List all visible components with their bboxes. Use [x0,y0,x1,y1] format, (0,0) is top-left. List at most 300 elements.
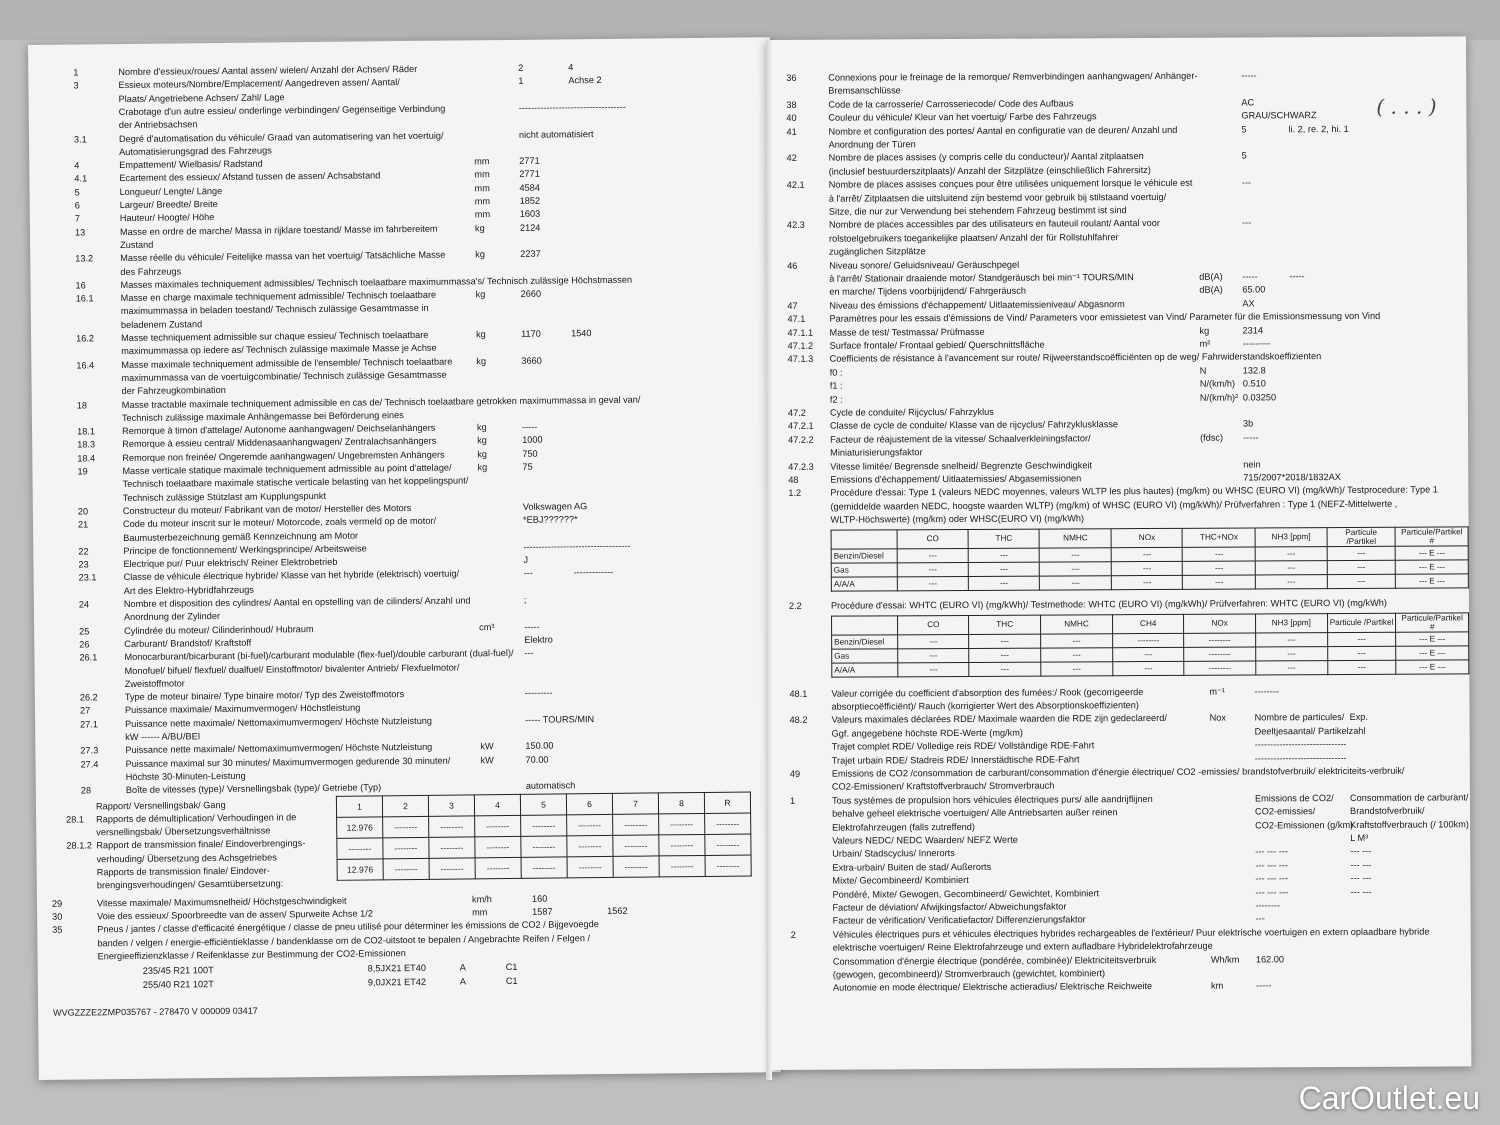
tyre-size: 235/45 R21 100T [142,965,214,976]
document-footer: WVGZZZE2ZMP035767 - 278470 V 000009 03417 [53,1005,258,1018]
emis-header-cell: THC [969,615,1041,634]
item-unit: mm [474,169,490,180]
item-value: 3b [1242,418,1254,429]
item-value: Nombre de particules/ [1254,712,1345,723]
document-page-left [28,37,781,1080]
item-number: 16.2 [76,333,95,344]
item-value: --- [1241,217,1252,228]
item-number: 27 [79,705,91,716]
tyre-rim: 8,5JX21 ET40 [367,962,426,974]
item-number: 46 [787,260,798,271]
item-text: Automatisierungsgrad des Fahrzeugs [119,145,272,157]
right-row [768,390,1468,405]
emis-cell: --- [897,548,968,562]
item-unit: Nox [1209,712,1226,724]
item-text: Couleur du véhicule/ Kleur van het voertuig/ Farbe des Fahrzeugs [828,111,1097,123]
item-text: Nombre et configuration des portes/ Aantal en configuratie van de deuren/ Anzahl und [828,124,1178,137]
item-value-2: Achse 2 [568,75,602,86]
gear-cell: -------- [521,814,567,835]
gear-cell: -------- [659,813,705,834]
emis-header-cell: THC [968,529,1039,548]
item-unit: cm³ [479,621,495,632]
item-text: Facteur de déviation/ Afwijkingsfactor/ Abweichungsfaktor [832,901,1067,913]
gear-cell: -------- [705,812,751,833]
item-value: 1000 [522,435,543,446]
right-row [768,377,1468,391]
emis-header-cell: Particule /Partikel [1327,613,1396,632]
gear-cell: -------- [705,833,751,854]
item-text: des Fahrzeugs [120,265,182,277]
item-number: 23.1 [78,572,97,583]
item-text: maximummassa in beladen toestand/ Technisch zulässige Gesamtmasse in [120,303,429,317]
item-text: Procédure d'essai: WHTC (EURO VI) (mg/kWh)/ Testmethode: WHTC (EURO VI) (mg/kWh)/ Prüfverfahren: WHTC (EURO VI) (mg/kWh) [830,597,1387,611]
item-unit: kg [1199,325,1210,336]
item-number: 18.1 [76,426,95,437]
emis-cell: --- E --- [1396,573,1469,587]
emis-cell: --- [897,562,968,576]
emis-cell: --- [1327,560,1396,574]
item-value: --- [523,568,533,579]
item-text: Elektrofahrzeugen (falls zutreffend) [832,821,975,833]
item-value: AC [1241,97,1255,108]
gear-cell: -------- [475,815,521,836]
item-text: Zustand [120,239,154,250]
item-value: nein [1243,459,1261,470]
item-number: 28.1 [66,814,85,825]
emis-cell: --- [969,634,1041,648]
item-number: 27.1 [80,718,99,730]
item-value: 1852 [519,195,541,206]
item-number: 23 [78,559,89,570]
item-value: ----- [1241,70,1257,81]
right-row [766,68,1466,83]
item-value-2: 1540 [570,328,592,339]
emis-header-cell: NOx [1184,614,1256,633]
item-value: 65.00 [1242,284,1266,295]
item-text: Technisch zulässige Stützlast am Kupplungspunkt [122,490,327,503]
item-value-2: --- --- [1350,846,1372,857]
item-text: Boîte de vitesses (type)/ Versnellingsbak (type)/ Getriebe (Typ) [125,782,382,796]
emis-cell: Gas [831,562,897,576]
emis-header-cell: NMHC [1040,614,1112,633]
tyre-class: A [459,962,466,973]
item-unit: mm [474,209,491,220]
emis-cell: --- E --- [1396,559,1469,573]
item-number: 16 [75,280,86,291]
item-text: WLTP-Höchswerte) (mg/km) oder WHSC(EURO VI) (mg/kWh) [830,513,1085,525]
emis-cell: --- [898,648,969,662]
item-text: Consommation d'énergie électrique (pondérée, combinée)/ Elektriciteitsverbruik [832,954,1157,967]
item-text: Vitesse limitée/ Begrensde snelheid/ Begrenzte Geschwindigkeit [830,459,1093,472]
item-text: Constructeur du moteur/ Fabrikant van de motor/ Hersteller des Motors [122,502,412,516]
item-value: 3660 [521,355,542,366]
item-text: Vitesse maximale/ Maximumsnelheid/ Höchstgeschwindigkeit [96,895,347,908]
item-text: Energieeffizienzklasse / Reifenklasse zur Bestimmung der CO2-Emissionen [97,947,406,962]
item-number: 47.2.2 [788,434,814,445]
gear-cell: -------- [429,815,475,836]
item-number: 48.2 [789,715,808,726]
emis-cell: --- [968,548,1039,562]
item-value: Emissions de CO2/ [1254,792,1334,804]
item-text: Emissions d'échappement/ Uitlaatemissies/ Abgasemissionen [830,473,1082,485]
item-number: 27.3 [80,745,99,756]
watermark-logo: CarOutlet.eu [1298,1080,1480,1116]
item-value: 2237 [520,248,541,260]
right2-row [769,684,1469,699]
emis-cell: --- [1327,646,1396,660]
page-fold [766,40,772,1080]
item-value: ----- [1255,980,1272,991]
item-number: 47.2.3 [788,461,814,472]
item-text: Tous systèmes de propulsion hors véhicules électriques purs/ alle aandrijflijnen [831,793,1153,806]
item-text: maximummassa op iedere as/ Technisch zulässige maximale Masse je Achse [121,343,437,357]
item-unit: kg [477,435,487,446]
item-text: Surface frontale/ Frontaal gebied/ Querschnittsfläche [829,339,1045,351]
item-value-2: --- --- [1350,873,1372,884]
emis-cell: --- [1041,647,1113,661]
item-number: 7 [74,213,80,224]
item-number: 26.2 [79,692,98,703]
item-text: Rapport de transmission finale/ Eindoverbrengings- [96,838,306,851]
item-number: 1 [789,795,796,806]
item-number: 29 [51,898,63,909]
item-value: 5 [1241,124,1247,135]
emis-cell: --- E --- [1396,545,1469,559]
item-value: 1587 [532,906,553,917]
item-text: zugänglichen Sitzplätze [829,246,926,257]
item-text: Remorque à timon d'attelage/ Autonome aanhangwagen/ Deichselanhängers [121,422,436,437]
item-unit: N [1199,365,1207,376]
gear-cell: -------- [567,835,613,856]
item-value: 2771 [519,169,540,180]
item-text: Remorque à essieu central/ Middenasaanhangwagen/ Zentralachsanhängers [122,436,437,450]
item-text: Nombre et disposition des cylindres/ Aantal en opstelling van de cilinders/ Anzahl und [123,595,471,610]
item-number: 19 [77,466,88,477]
item-text: Rapports de démultiplication/ Verhoudingen in de [96,812,297,825]
item-unit: kg [477,462,488,473]
emis-cell: --- [1327,574,1396,588]
item-text: Classe de véhicule électrique hybride/ Klasse van het hybride (elektrisch) voertuig/ [123,568,460,583]
item-unit: km [1210,981,1224,992]
item-text: Niveau sonore/ Geluidsniveau/ Geräuschpegel [829,259,1020,271]
item-text: Valeurs maximales déclarées RDE/ Maximale waarden die RDE zijn gedeclareerd/ [831,713,1167,726]
item-text: Facteur de vérification/ Verificatiefactor/ Differenzierungsfaktor [832,914,1086,927]
emis-header-cell: NH3 [ppm] [1255,613,1327,632]
item-unit: N/(km/h) [1199,378,1236,389]
tyre-c: C1 [505,976,518,987]
item-text: maximummassa van de voertuigcombinatie/ Technisch zulässige Gesamtmasse [121,369,447,383]
item-text: Anordnung der Türen [828,139,916,150]
item-text: (gemiddelde waarden NEDC, hoogste waarden WLTP) (mg/km) of WHSC (EURO VI) (mg/kWh)/ Prüfverfahren : Type 1 (NEFZ-Mittelwerte , [830,498,1398,512]
item-value: --- [1255,913,1265,924]
emis-header-cell [831,529,897,548]
item-text: CO2-Emissionen/ Kraftstoffverbrauch/ Stromverbrauch [831,780,1055,793]
background-top [0,0,1500,40]
item-text: (inclusief bestuurderszitplaats)/ Anzahl der Sitzplätze (einschließlich Fahrersitz) [828,164,1151,177]
item-number: 18.4 [77,453,96,464]
gear-cell: -------- [613,813,659,834]
gear-header-cell: R [704,791,750,812]
emis-cell: Gas [832,648,898,662]
item-text: f1 : [829,380,843,391]
item-number: 4 [74,160,80,171]
emis-header-cell: Particule/Partikel # [1396,612,1469,631]
item-text: à l'arrêt/ Zitplaatsen die uitsluitend zijn bestemd voor gebruik bij stilstaand voertuig/ [828,191,1167,204]
item-text: Essieux moteurs/Nombre/Emplacement/ Aangedreven assen/ Aantal/ [118,77,400,91]
emis-cell: --- E --- [1396,631,1469,645]
item-text: Zweistoffmotor [124,678,185,689]
gear-header-cell: 6 [566,793,612,814]
gear-header-cell: 3 [428,794,474,815]
item-number: 28 [80,785,92,796]
rev-label: ----- TOURS/MIN [525,713,595,725]
item-value: --- --- --- [1255,886,1289,898]
emis-cell: --- E --- [1396,645,1469,659]
item-number: 16.1 [75,293,94,304]
item-unit: N/(km/h)² [1199,392,1239,403]
item-number: 2 [790,929,796,940]
item-number: 47.1.1 [787,327,814,338]
gear-ratio-table [336,791,752,880]
emis-cell: Benzin/Diesel [832,634,898,648]
item-text: Masse maximale techniquement admissible de l'ensemble/ Technisch toelaatbare [121,356,453,370]
item-text: Remorque non freinée/ Ongeremde aanhangwagen/ Ungebremsten Anhängers [122,449,445,463]
item-text: Largeur/ Breedte/ Breite [119,199,218,211]
item-value: 70.00 [525,754,549,765]
item-text: Masse en ordre de marche/ Massa in rijklare toestand/ Masse im fahrbereitem [119,223,438,237]
item-number: 3.1 [73,133,87,145]
item-value: ----------------------------------- [523,540,631,552]
emis-cell: -------- [1184,633,1256,647]
item-number: 16.4 [76,359,95,371]
item-value: 1603 [519,208,541,220]
gear-cell: -------- [659,834,705,855]
emis-cell: --- [1256,574,1328,588]
item-text: rolstoelgebruikers toegankelijke plaatsen/ Anzahl der für Rollstuhlfahrer [829,231,1119,244]
item-number: 1.2 [788,488,802,499]
item-text: (gewogen, gecombineerd)/ Stromverbrauch (gewichtet, kombiniert) [832,968,1106,980]
gear-header-cell: 2 [382,795,428,816]
item-text: Electrique pur/ Puur elektrisch/ Reiner Elektrobetrieb [123,556,338,570]
emis-cell: --- [1183,547,1256,561]
item-value: 162.00 [1255,953,1284,965]
item-value: 75 [522,461,533,472]
item-text: Classe de cycle de conduite/ Klasse van de rijcyclus/ Fahrzyklusklasse [829,419,1119,432]
item-text: Masse en charge maximale techniquement admissible/ Technisch toelaatbare [120,289,437,304]
emis-cell: --- [1041,633,1113,647]
item-text: f0 : [829,367,843,378]
item-text: behalve geheel elektrische voertuigen/ Alle Antriebsarten außer reinen [832,807,1118,819]
item-text: Ggf. angegebene höchste RDE-Werte (mg/km) [831,727,1023,739]
item-number: 48 [788,474,799,485]
item-number: 2.2 [788,600,802,611]
item-value: 160 [531,893,548,904]
item-value: AX [1242,298,1255,309]
item-number: 21 [77,519,89,530]
emis-cell: A/A/A [831,576,897,590]
item-value: J [523,554,529,565]
item-text: Technisch toelaatbare maximale statische verticale belasting van het koppelingspunt/ [122,475,469,490]
item-number: 22 [78,546,89,557]
item-text: Plaats/ Angetriebene Achsen/ Zahl/ Lage [118,91,285,104]
gear-cell: -------- [337,837,383,858]
item-number: 5 [74,187,80,198]
item-number: 42.1 [786,179,805,191]
item-value: Elektro [524,634,553,645]
item-value: --- --- --- [1255,860,1289,871]
emis-cell: --- [1040,575,1112,589]
item-unit: mm [472,907,488,918]
item-text: Sitze, die nur zur Verwendung bei stehendem Fahrzeug bestimmt ist sind [828,205,1127,217]
item-text: Trajet complet RDE/ Volledige reis RDE/ Vollständige RDE-Fahrt [831,740,1095,752]
item-number: 18.3 [77,439,96,450]
emis-cell: --- [968,562,1039,576]
item-value: 2771 [519,155,540,166]
item-number: 42.3 [786,220,805,231]
item-text: Monofuel/ bifuel/ flexfuel/ dualfuel/ Einstoffmotor/ bivalenter Antrieb/ Flexfuelmotor/ [124,662,460,676]
item-text: verhouding/ Übersetzung des Achsgetriebes [96,852,277,865]
emis-row [831,573,1468,590]
item-number: 13 [74,227,86,238]
emis-cell: --- [1112,575,1183,589]
item-text: Code du moteur inscrit sur le moteur/ Motorcode, zoals vermeld op de motor/ [122,515,437,530]
item-value: 0.03250 [1242,391,1277,403]
item-value: 2314 [1242,324,1264,336]
item-text: Trajet urbain RDE/ Stadreis RDE/ Innerstädtische RDE-Fahrt [831,753,1080,766]
left-row [28,59,770,78]
tyre-rim: 9,0JX21 ET42 [367,976,427,988]
emis-cell: --- E --- [1396,659,1469,673]
emis-cell: --- [1113,661,1185,675]
item-value-2: 4 [568,62,574,73]
item-value: 132.8 [1242,365,1266,376]
item-value: ------------------------------ [1254,739,1347,750]
emis-cell: --- [898,662,969,676]
item-text: Monocarburant/bicarburant (bi-fuel)/carburant modulable (flex-fuel)/double carburant (dual-fuel)/ [124,648,514,663]
right-row [768,403,1468,418]
item-unit: dB(A) [1199,285,1223,296]
item-value-2: ------------- [573,567,614,578]
emis-header-cell: NMHC [1039,528,1111,547]
item-number: 20 [77,506,89,517]
item-number: 28.1.2 [66,840,92,852]
item-text: Valeurs NEDC/ NEDC Waarden/ NEFZ Werte [832,834,1018,846]
gear-cell: -------- [383,837,429,858]
item-text: Anordnung der Zylinder [123,611,221,623]
item-number: 26.1 [79,652,98,663]
emis-cell: A/A/A [832,662,898,676]
item-value: Deeltjesaantal/ Partikelzahl [1254,725,1366,737]
emis-cell: --- [1183,561,1256,575]
item-value: ; [523,594,527,605]
gear-cell: -------- [429,857,475,878]
item-value: GRAU/SCHWARZ [1241,110,1317,121]
item-value: automatisch [525,780,576,792]
item-value: 1 [518,76,524,87]
item-value-2: Exp. [1349,712,1368,723]
gear-cell: -------- [383,858,429,879]
item-text: Voie des essieux/ Spoorbreedte van de assen/ Spurweite Achse 1/2 [97,908,373,922]
item-text: Coefficients de résistance à l'avancement sur route/ Rijweerstandscoëfficiënten op de weg/ Fahrwiderstandskoeffizienten [829,351,1322,365]
item-value: --- [1241,177,1251,188]
gear-cell: -------- [521,856,567,877]
item-value-2: Kraftstoffverbrauch (/ 100km) [1350,818,1469,830]
item-text: Procédure d'essai: Type 1 (valeurs NEDC moyennes, valeurs WLTP les plus hautes) (mg/km) ou WHSC (EURO VI) (mg/kWh)/ Testprocedure: Type 1 [830,484,1438,499]
item-value: 5 [1241,150,1247,161]
tyre-class: A [459,976,467,987]
item-text: Principe de fonctionnement/ Werkingsprincipe/ Arbeitsweise [123,543,367,556]
item-value: CO2-emissies/ [1255,806,1316,817]
item-text: Pondéré, Mixte/ Gewogen, Gecombineerd/ Gewichtet, Kombiniert [832,887,1100,900]
item-text: Puissance nette maximale/ Nettomaximumvermogen/ Höchste Nutzleistung [125,715,433,729]
item-number: 47.1.2 [787,340,814,351]
emis-cell: --- [1327,546,1396,560]
item-text: elektrische voertuigen/ Reine Elektrofahrzeuge und extern aufladbare Hybridelektrofahrzeuge [832,940,1213,953]
emis-cell: --- [1183,575,1256,589]
emis-cell: --- [969,648,1041,662]
item-unit: kg [477,448,488,460]
gear-row [337,854,751,879]
item-number: 47.1 [787,313,806,325]
item-text: Type de moteur binaire/ Type binaire motor/ Typ des Zweistoffmotors [124,689,405,703]
item-unit: kW [480,754,494,765]
item-unit: km/h [471,893,492,904]
item-text: Crabotage d'un autre essieu/ onderlinge verbindingen/ Gegenseitige Verbindung [118,103,446,117]
emis-cell: --- [897,576,968,590]
item-text: Cycle de conduite/ Rijcyclus/ Fahrzyklus [829,406,994,418]
item-unit: m⁻¹ [1209,686,1226,697]
item-unit: (fdsc) [1200,432,1224,443]
emis-cell: --- [1255,560,1327,574]
item-value: --- [524,647,534,659]
item-value: --------- [1242,338,1271,349]
emis-cell: -------- [1184,661,1256,675]
item-number: 27.4 [80,758,99,770]
tyre-size: 255/40 R21 102T [142,979,214,990]
emis-cell: --- [1327,660,1396,674]
item-value: ----- [1242,271,1258,282]
item-text: Masse de test/ Testmassa/ Prüfmasse [829,326,985,338]
emis-cell: --- [969,662,1041,676]
item-value: ----- [1243,432,1259,443]
item-text: Puissance maximal sur 30 minutes/ Maximumvermogen gedurende 30 minuten/ [125,755,451,769]
item-value-2: li. 2, re. 2, hi. 1 [1288,123,1349,134]
item-text: kW ------ A/BU/BEI [125,731,201,743]
item-value: nicht automatisiert [518,128,594,140]
tyre-c: C1 [505,962,518,973]
item-text: Degré d'automatisation du véhicule/ Graad van automatisering van het voertuig/ [118,130,444,144]
item-value: 1170 [520,328,541,339]
item-text: Masse techniquement admissible sur chaque essieu/ Technisch toelaatbare [121,329,429,344]
gear-cell: -------- [429,836,475,857]
item-value: --------- [524,687,553,698]
emis-header-cell: CO [898,615,969,634]
emis-cell: --- [1040,561,1112,575]
item-text: der Fahrzeugkombination [121,385,226,397]
item-number: 47.2 [787,407,806,418]
emissions-table-whtc [831,612,1469,677]
emis-header-cell: NH3 [ppm] [1255,527,1327,546]
emissions-table-type1 [831,526,1469,591]
item-text: Hauteur/ Hoogte/ Höhe [119,212,215,224]
gear-cell: -------- [475,836,521,857]
item-text: Facteur de réajustement de la vitesse/ Schaalverkleiningsfactor/ [830,433,1091,445]
item-number: 36 [786,72,797,83]
item-text: Extra-urbain/ Buiten de stad/ Außerorts [832,861,992,873]
gear-cell: -------- [659,855,705,876]
item-value: --- --- --- [1255,846,1288,857]
item-value: ----------------------------------- [518,101,626,113]
